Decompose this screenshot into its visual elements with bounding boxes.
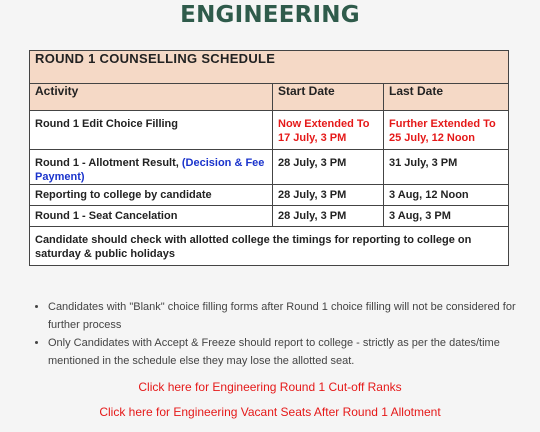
activity-text: Round 1 - Seat Cancelation bbox=[35, 210, 178, 222]
column-header-row bbox=[30, 84, 509, 111]
last-date-cell bbox=[384, 111, 509, 150]
footnote-row bbox=[30, 227, 509, 266]
column-header-last-date: Last Date bbox=[384, 84, 509, 111]
last-date-text: 3 Aug, 12 Noon bbox=[389, 189, 469, 201]
start-date-text: Now Extended To 17 July, 3 PM bbox=[278, 118, 370, 144]
start-date-text: 28 July, 3 PM bbox=[278, 157, 347, 169]
vacant-seats-link[interactable]: Click here for Engineering Vacant Seats After Round 1 Allotment bbox=[99, 405, 441, 419]
list-item: • Only Candidates with Accept & Freeze should report to college - strictly as per the dates/time mentioned in the schedule else they may lose the allotted seat. bbox=[48, 334, 534, 370]
activity-text: Reporting to college by candidate bbox=[35, 189, 212, 201]
last-date-cell bbox=[384, 206, 509, 227]
last-date-text: 3 Aug, 3 PM bbox=[389, 210, 451, 222]
activity-cell bbox=[30, 185, 273, 206]
last-date-text: Further Extended To 25 July, 12 Noon bbox=[389, 118, 496, 144]
table-row bbox=[30, 111, 509, 150]
start-date-cell bbox=[273, 150, 384, 185]
activity-text: Round 1 Edit Choice Filling bbox=[35, 118, 178, 130]
page-heading: ENGINEERING bbox=[180, 2, 360, 28]
activity-cell bbox=[30, 206, 273, 227]
activity-text-wrap bbox=[35, 150, 267, 184]
activity-cell bbox=[30, 150, 273, 185]
footnote-cell bbox=[30, 227, 509, 266]
start-date-text: 28 July, 3 PM bbox=[278, 210, 347, 222]
last-date-cell bbox=[384, 185, 509, 206]
cutoff-ranks-link[interactable]: Click here for Engineering Round 1 Cut-off Ranks bbox=[138, 380, 402, 394]
schedule-table bbox=[29, 50, 509, 266]
notes-list bbox=[30, 298, 534, 370]
decision-fee-payment-link[interactable]: (Decision & Fee Payment) bbox=[35, 157, 265, 183]
footnote-text: Candidate should check with allotted college the timings for reporting to college on saturday & public holidays bbox=[35, 234, 472, 260]
start-date-cell bbox=[273, 206, 384, 227]
activity-cell bbox=[30, 111, 273, 150]
start-date-cell bbox=[273, 185, 384, 206]
column-header-start-date: Start Date bbox=[273, 84, 384, 111]
list-item: • Candidates with "Blank" choice filling forms after Round 1 choice filling will not be considered for further process bbox=[48, 298, 534, 334]
schedule-title-row bbox=[30, 51, 509, 84]
last-date-cell bbox=[384, 150, 509, 185]
start-date-cell bbox=[273, 111, 384, 150]
table-row bbox=[30, 185, 509, 206]
table-row bbox=[30, 150, 509, 185]
table-row bbox=[30, 206, 509, 227]
schedule-title: ROUND 1 COUNSELLING SCHEDULE bbox=[30, 51, 509, 84]
activity-text: Round 1 - Allotment Result, bbox=[35, 157, 179, 169]
last-date-text: 31 July, 3 PM bbox=[389, 157, 458, 169]
column-header-activity: Activity bbox=[30, 84, 273, 111]
start-date-text: 28 July, 3 PM bbox=[278, 189, 347, 201]
